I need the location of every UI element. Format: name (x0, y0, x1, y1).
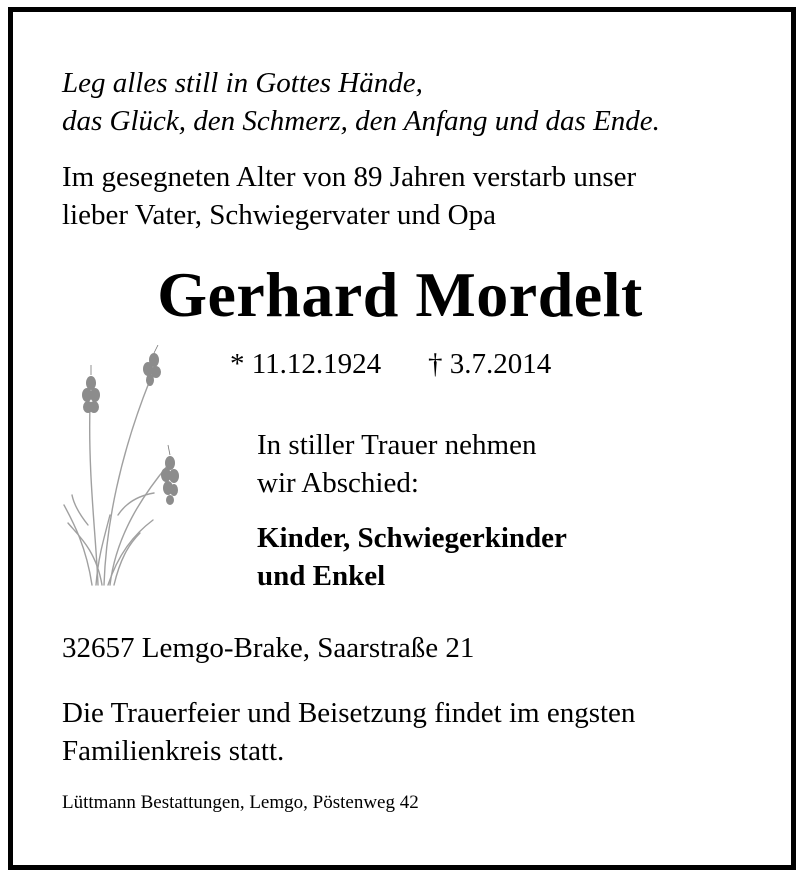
death-date: † 3.7.2014 (428, 348, 552, 380)
deceased-name: Gerhard Mordelt (157, 259, 643, 330)
mourners-line-1: Kinder, Schwiegerkinder (257, 522, 567, 554)
birth-date: * 11.12.1924 (230, 348, 382, 380)
undertaker: Lüttmann Bestattungen, Lemgo, Pöstenweg 42 (62, 792, 419, 813)
mourning-line-1: In stiller Trauer nehmen (257, 429, 537, 461)
mourners-line-2: und Enkel (257, 560, 386, 592)
wheat-icon (58, 345, 188, 590)
address: 32657 Lemgo-Brake, Saarstraße 21 (62, 632, 475, 664)
verse-line-1: Leg alles still in Gottes Hände, (62, 67, 423, 99)
intro-line-2: lieber Vater, Schwiegervater und Opa (62, 199, 496, 231)
verse-line-2: das Glück, den Schmerz, den Anfang und das Ende. (62, 105, 660, 137)
notice-line-2: Familienkreis statt. (62, 735, 285, 767)
notice-line-1: Die Trauerfeier und Beisetzung findet im engsten (62, 697, 636, 729)
mourning-line-2: wir Abschied: (257, 467, 419, 499)
intro-line-1: Im gesegneten Alter von 89 Jahren verstarb unser (62, 161, 637, 193)
